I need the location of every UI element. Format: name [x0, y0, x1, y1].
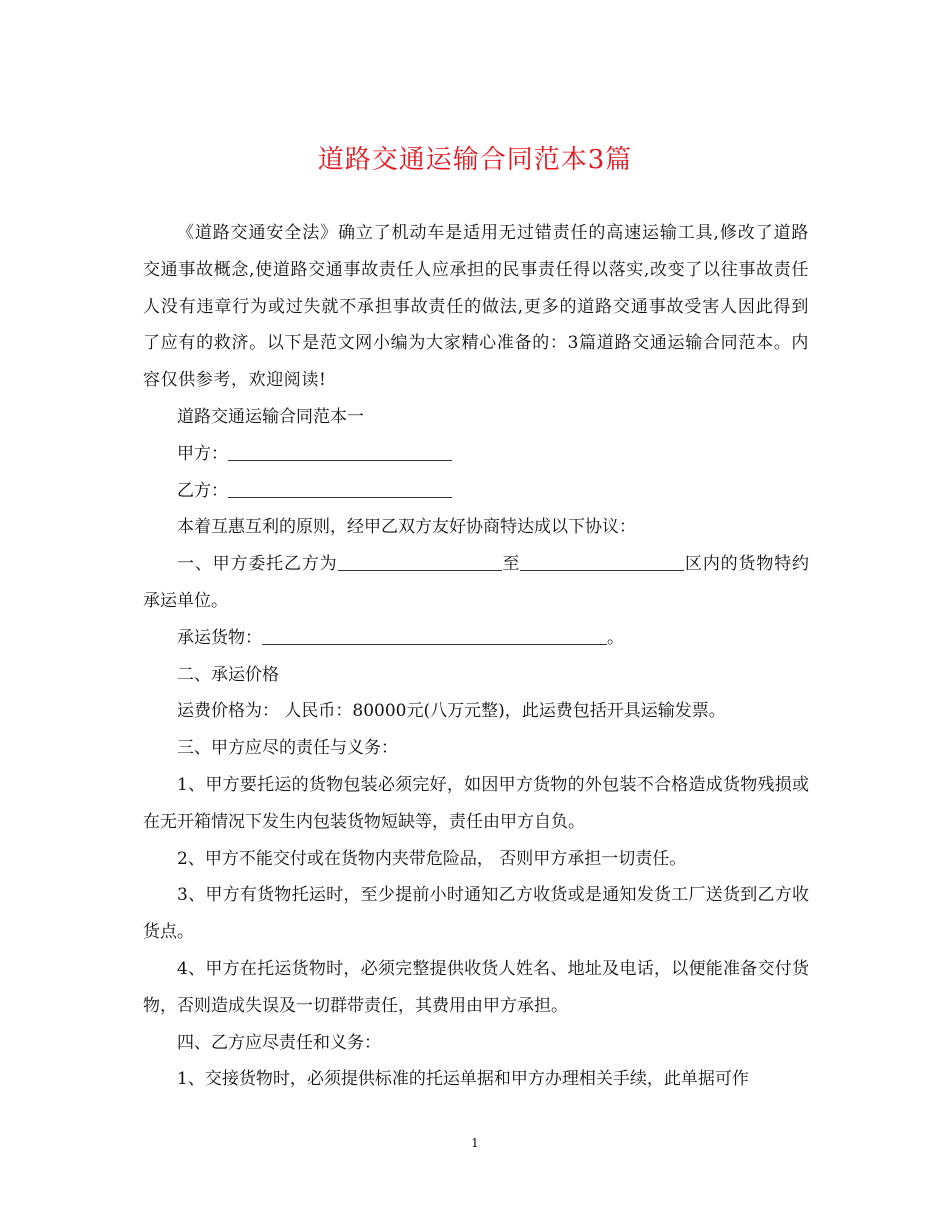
party-b-line: [143, 473, 809, 510]
clause-1-part-1: 一、甲方委托乙方为: [177, 554, 338, 575]
origin-blank: [338, 553, 502, 571]
party-a-label: 甲方：: [177, 443, 228, 464]
page-number: 1: [471, 1136, 479, 1150]
party-a-item-1: 1、甲方要托运的货物包装必须完好，如因甲方货物的外包装不合格造成货物残损或在无开箱情况下发生内包装货物短缺等，责任由甲方自负。: [143, 774, 809, 832]
cargo-end: 。: [607, 627, 624, 648]
clause-1: [143, 546, 809, 620]
clause-3-heading: 三、甲方应尽的责任与义务：: [177, 738, 398, 759]
party-a-item-3: 3、甲方有货物托运时，至少提前小时通知乙方收货或是通知发货工厂送货到乙方收货点。: [143, 885, 809, 943]
cargo-label: 承运货物：: [177, 627, 262, 648]
party-a-item-4: 4、甲方在托运货物时，必须完整提供收货人姓名、地址及电话，以便能准备交付货物，否则造成失误及一切群带责任，其费用由甲方承担。: [143, 958, 809, 1016]
party-b-label: 乙方：: [177, 480, 228, 501]
intro-paragraph: 《道路交通安全法》确立了机动车是适用无过错责任的高速运输工具,修改了道路交通事故概念,使道路交通事故责任人应承担的民事责任得以落实,改变了以往事故责任人没有违章行为或过失就不承担事故责任的做法,更多的道路交通事故受害人因此得到了应有的救济。以下是范文网小编为大家精心准备的：3篇道路交通运输合同范本。内容仅供参考，欢迎阅读!: [143, 223, 809, 391]
cargo-blank: [262, 627, 607, 645]
party-a-item-2: 2、甲方不能交付或在货物内夹带危险品， 否则甲方承担一切责任。: [177, 848, 687, 869]
price-text: 运费价格为： 人民币：80000元(八万元整)，此运费包括开具运输发票。: [177, 701, 726, 722]
cargo-line: [143, 620, 809, 657]
party-b-item-1: 1、交接货物时，必须提供标准的托运单据和甲方办理相关手续，此单据可作: [177, 1069, 749, 1090]
party-b-blank: [228, 480, 452, 498]
party-a-blank: [228, 443, 452, 461]
clause-1-part-2: 至: [501, 554, 521, 575]
agreement-intro: 本着互惠互利的原则，经甲乙双方友好协商特达成以下协议：: [177, 517, 636, 538]
clause-1-part-3: 区内的货物特约承运单位。: [143, 554, 810, 611]
party-a-line: [143, 436, 809, 473]
document-title: 道路交通运输合同范本3篇: [317, 145, 633, 175]
clause-2-heading: 二、承运价格: [177, 664, 279, 685]
clause-4-heading: 四、乙方应尽责任和义务：: [177, 1032, 381, 1053]
section-heading: 道路交通运输合同范本一: [177, 406, 364, 427]
document-body: [143, 215, 809, 1098]
destination-blank: [520, 553, 684, 571]
